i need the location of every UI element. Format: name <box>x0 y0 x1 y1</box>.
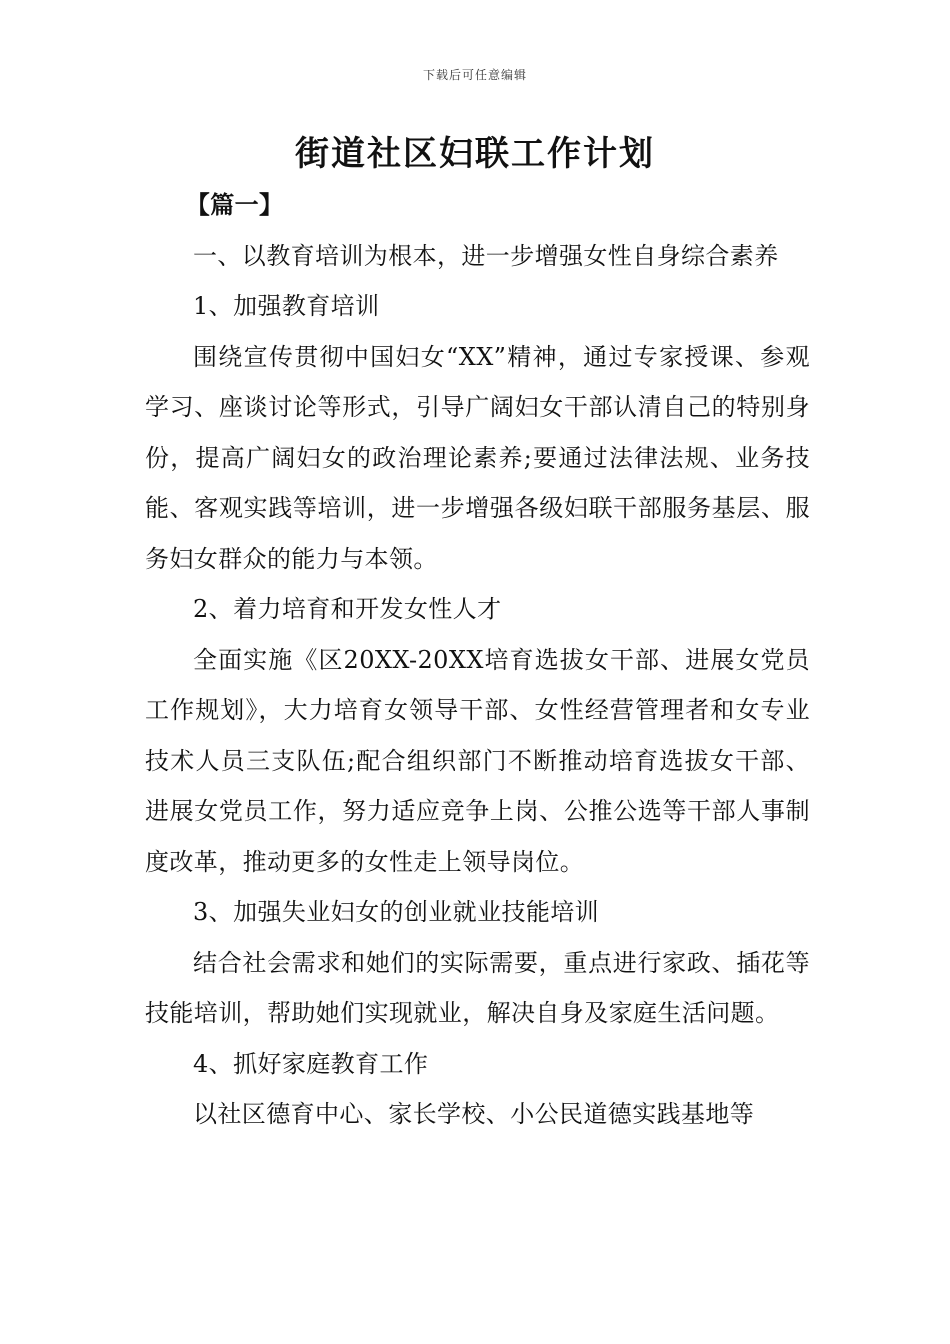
paragraph-2: 全面实施《区20XX-20XX培育选拔女干部、进展女党员工作规划》，大力培育女领导干部、女性经营管理者和女专业技术人员三支队伍;配合组织部门不断推动培育选拔女干部、进展女党员工作，努力适应竞争上岗、公推公选等干部人事制度改革，推动更多的女性走上领导岗位。 <box>145 645 810 876</box>
paragraph-4: 以社区德育中心、家长学校、小公民道德实践基地等 <box>193 1100 755 1128</box>
subheading-4: 4、抓好家庭教育工作 <box>193 1049 429 1078</box>
subheading-3: 3、加强失业妇女的创业就业技能培训 <box>193 898 600 926</box>
heading-part-one: 一、以教育培训为根本，进一步增强女性自身综合素养 <box>193 241 779 270</box>
section-label: 【篇一】 <box>185 190 284 219</box>
paragraph-1: 围绕宣传贯彻中国妇女“XX”精神，通过专家授课、参观学习、座谈讨论等形式，引导广阔妇女干部认清自己的特别身份，提高广阔妇女的政治理论素养;要通过法律法规、业务技能、客观实践等培训，进一步增强各级妇联干部服务基层、服务妇女群众的能力与本领。 <box>145 342 810 573</box>
document-title: 街道社区妇联工作计划 <box>295 134 655 174</box>
subheading-2: 2、着力培育和开发女性人才 <box>193 595 502 623</box>
header-note: 下载后可任意编辑 <box>422 68 527 82</box>
document-body <box>145 180 810 1140</box>
paragraph-3: 结合社会需求和她们的实际需要，重点进行家政、插花等技能培训，帮助她们实现就业，解决自身及家庭生活问题。 <box>145 948 810 1027</box>
subheading-1: 1、加强教育培训 <box>193 292 380 320</box>
